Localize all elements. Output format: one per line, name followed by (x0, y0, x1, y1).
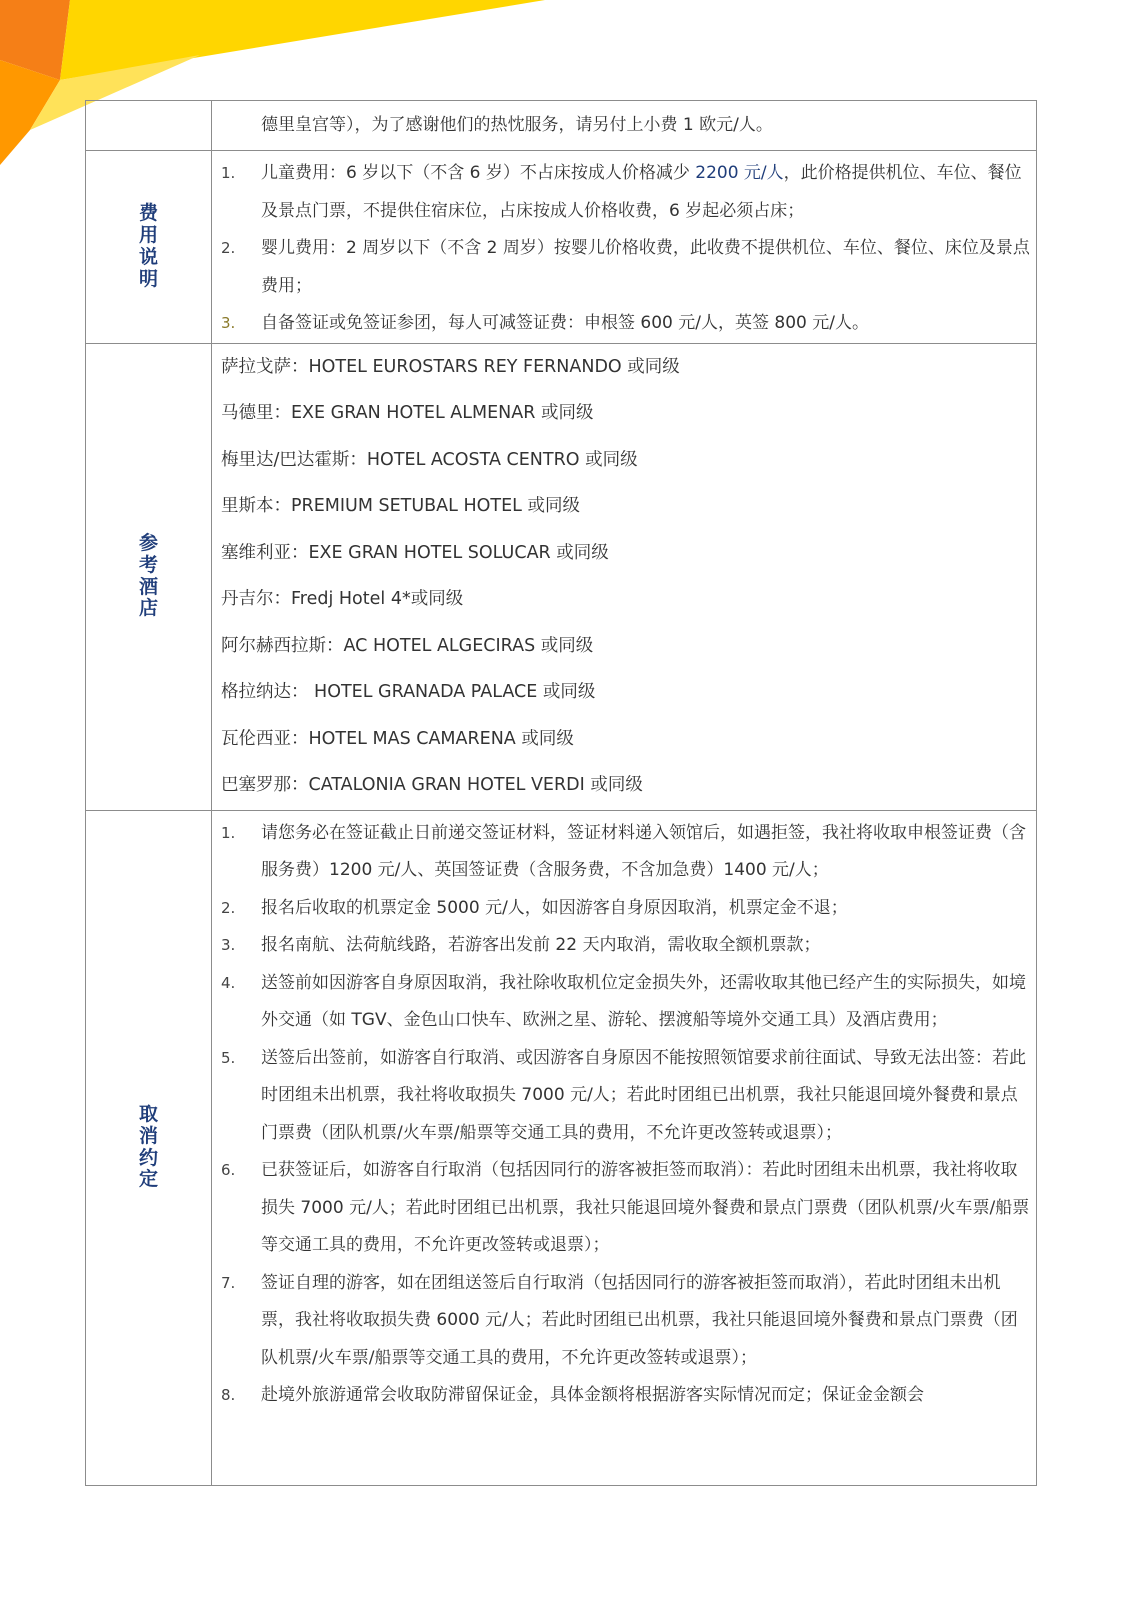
section-label-fees: 费用说明 (138, 202, 158, 290)
hotel-item: 瓦伦西亚：HOTEL MAS CAMARENA 或同级 (221, 728, 574, 749)
hotel-item: 丹吉尔：Fredj Hotel 4*或同级 (221, 589, 464, 609)
list-item: 1. 请您务必在签证截止日前递交签证材料，签证材料递入领馆后，如遇拒签，我社将收取申根签证费（含服务费）1200 元/人、英国签证费（含服务费，不含加急费）1400 元/人； (221, 822, 1026, 880)
cancel-label-cell (86, 810, 212, 1485)
hotel-item: 格拉纳达： HOTEL GRANADA PALACE 或同级 (221, 682, 596, 702)
section-label-hotels: 参考酒店 (138, 531, 158, 620)
list-item: 3. 自备签证或免签证参团，每人可减签证费：申根签 600 元/人，英签 800 元/人。 (221, 313, 869, 333)
fees-label-cell (86, 151, 212, 344)
hotels-label-cell (86, 343, 212, 810)
list-item: 2. 婴儿费用：2 周岁以下（不含 2 周岁）按婴儿价格收费，此收费不提供机位、车位、餐位、床位及景点费用； (221, 238, 1030, 296)
list-item: 5. 送签后出签前，如游客自行取消、或因游客自身原因不能按照领馆要求前往面试、导致无法出签：若此时团组未出机票，我社将收取损失 7000 元/人；若此时团组已出机票，我社只能退回境外餐费和景点门票费（团队机票/火车票/船票等交通工具的费用，不允许更改签转或退票）； (221, 1047, 1026, 1143)
hotel-item: 巴塞罗那：CATALONIA GRAN HOTEL VERDI 或同级 (221, 775, 643, 795)
table-row-hotels (86, 343, 1037, 810)
empty-label-cell (86, 101, 212, 151)
list-item: 8. 赴境外旅游通常会收取防滞留保证金，具体金额将根据游客实际情况而定；保证金金额会 (221, 1385, 924, 1405)
hotel-item: 萨拉戈萨：HOTEL EUROSTARS REY FERNANDO 或同级 (221, 356, 680, 377)
list-item: 3. 报名南航、法荷航线路，若游客出发前 22 天内取消，需收取全额机票款； (221, 935, 821, 955)
list-item: 7. 签证自理的游客，如在团组送签后自行取消（包括因同行的游客被拒签而取消），若此时团组未出机票，我社将收取损失费 6000 元/人；若此时团组已出机票，我社只能退回境外餐费和景点门票费（团队机票/火车票/船票等交通工具的费用，不允许更改签转或退票）； (221, 1272, 1018, 1368)
continuation-text: 德里皇宫等），为了感谢他们的热忱服务，请另付上小费 1 欧元/人。 (261, 115, 773, 135)
list-item: 2. 报名后收取的机票定金 5000 元/人，如因游客自身原因取消，机票定金不退； (221, 897, 848, 918)
hotel-item: 塞维利亚：EXE GRAN HOTEL SOLUCAR 或同级 (221, 542, 609, 563)
table-row-fees (86, 151, 1037, 344)
table-row-continuation (86, 101, 1037, 151)
itinerary-table (85, 100, 1037, 1486)
list-item (212, 101, 1036, 149)
list-item: 6. 已获签证后，如游客自行取消（包括因同行的游客被拒签而取消）：若此时团组未出机票，我社将收取损失 7000 元/人；若此时团组已出机票，我社只能退回境外餐费和景点门票费（团队机票/火车票/船票等交通工具的费用，不允许更改签转或退票）； (221, 1160, 1030, 1255)
hotel-item: 阿尔赫西拉斯：AC HOTEL ALGECIRAS 或同级 (221, 635, 594, 656)
table-row-cancel (86, 810, 1037, 1485)
hotel-item: 马德里：EXE GRAN HOTEL ALMENAR 或同级 (221, 403, 594, 423)
hotel-item: 里斯本：PREMIUM SETUBAL HOTEL 或同级 (221, 496, 580, 516)
section-label-cancel: 取消约定 (138, 1102, 158, 1191)
hotel-item: 梅里达/巴达霍斯：HOTEL ACOSTA CENTRO 或同级 (221, 449, 638, 470)
list-item: 1. 儿童费用：6 岁以下（不含 6 岁）不占床按成人价格减少 2200 元/人，此价格提供机位、车位、餐位及景点门票，不提供住宿床位，占床按成人价格收费，6 岁起必须占床； (221, 163, 1022, 221)
list-item: 4. 送签前如因游客自身原因取消，我社除收取机位定金损失外，还需收取其他已经产生的实际损失，如境外交通（如 TGV、金色山口快车、欧洲之星、游轮、摆渡船等境外交通工具）及酒店费用； (221, 972, 1026, 1030)
highlight-price: 2200 元/人 (695, 163, 784, 183)
